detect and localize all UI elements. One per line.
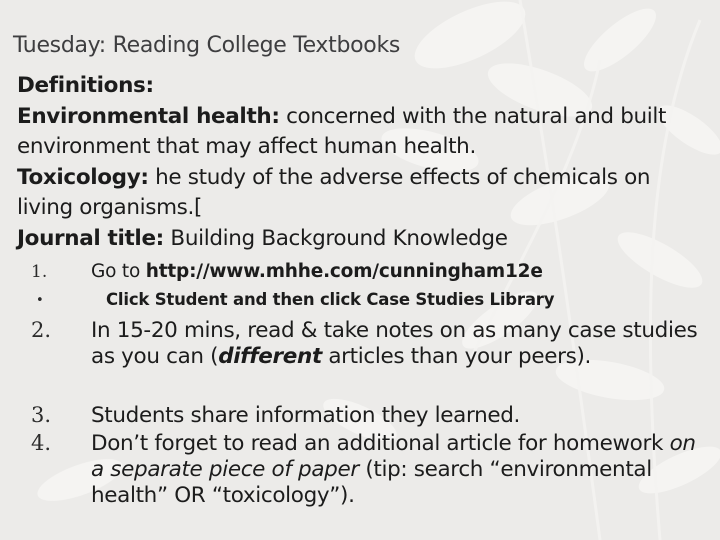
slide-title: Tuesday: Reading College Textbooks — [13, 33, 401, 58]
definitions-block — [17, 71, 707, 254]
term-environmental-health: Environmental health: — [17, 103, 280, 129]
step-3: Students share information they learned. — [91, 403, 521, 428]
step-2-text-b: articles than your peers). — [321, 344, 591, 369]
step-2-text-a: In 15-20 mins, read & take notes on as many case studies as you can ( — [91, 318, 698, 369]
term-toxicology: Toxicology: — [17, 164, 149, 190]
step-number-4: 4. — [31, 431, 52, 455]
step-1-substep-text: Click Student and then click Case Studies Library — [106, 290, 555, 309]
step-4-emphasis: on a separate piece of paper — [91, 431, 696, 482]
definition-toxicology — [17, 163, 707, 224]
term-journal-title: Journal title: — [17, 225, 164, 251]
step-number-1: 1. — [31, 262, 48, 282]
step-number-2: 2. — [31, 318, 52, 342]
text-environmental-health: concerned with the natural and built environment that may affect human health. — [17, 103, 667, 159]
step-2 — [91, 318, 703, 370]
definition-environmental-health — [17, 102, 707, 163]
text-toxicology: he study of the adverse effects of chemicals on living organisms.[ — [17, 164, 651, 220]
step-2-emphasis: different — [218, 344, 322, 369]
bullet-icon: • — [36, 293, 44, 308]
text-journal-title: Building Background Knowledge — [163, 225, 508, 251]
step-1 — [91, 259, 703, 285]
step-4-text-a: Don’t forget to read an additional article for homework — [91, 431, 670, 456]
journal-title-line — [17, 224, 707, 255]
step-4-text-b: (tip: search “environmental health” OR “toxicology”). — [91, 457, 652, 508]
step-1-substep — [106, 290, 554, 309]
definitions-heading: Definitions: — [17, 73, 154, 98]
step-number-3: 3. — [31, 403, 52, 427]
mhhe-link[interactable]: http://www.mhhe.com/cunningham12e — [145, 261, 543, 282]
step-1-text: Go to — [91, 261, 146, 282]
step-4 — [91, 431, 703, 509]
